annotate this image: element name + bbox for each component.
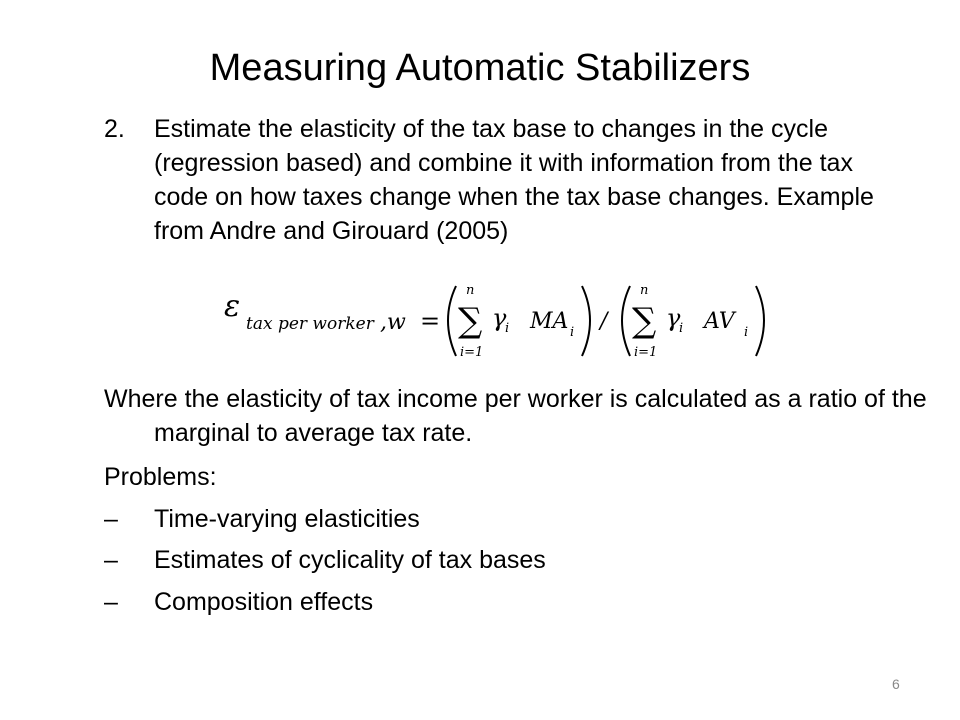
- formula-sum-lower-1: i=1: [460, 345, 484, 360]
- formula-subscript: tax per worker: [246, 314, 374, 334]
- formula-gamma-1: γ: [492, 304, 507, 332]
- formula-right-paren-2: [756, 286, 764, 356]
- bullet-item: [104, 543, 546, 577]
- formula-term-av: AV: [704, 309, 735, 334]
- bullet-item: [104, 585, 373, 619]
- formula-left-paren-2: [622, 286, 630, 356]
- formula-gamma-2: γ: [666, 304, 681, 332]
- numbered-item: [104, 112, 904, 248]
- formula-index-1: i: [570, 325, 575, 340]
- formula-gamma-sub-1: i: [505, 321, 510, 336]
- bullet-dash: –: [104, 588, 118, 616]
- formula-equals: =: [420, 307, 441, 335]
- formula-sum-lower-2: i=1: [634, 345, 658, 360]
- item-number: 2.: [104, 115, 125, 143]
- formula-left-paren-1: [448, 286, 456, 356]
- item-text: Estimate the elasticity of the tax base to changes in the cycle (regression based) and combine it with information from the tax code on how taxes change when the tax base changes. Example from Andre and Girouard (2005): [154, 115, 874, 245]
- elasticity-formula: [220, 280, 780, 360]
- problems-label: Problems:: [104, 463, 217, 491]
- bullet-item: [104, 502, 420, 536]
- formula-term-ma: MA: [530, 309, 569, 334]
- bullet-dash: –: [104, 505, 118, 533]
- formula-index-2: i: [744, 325, 749, 340]
- bullet-dash: –: [104, 546, 118, 574]
- page-number: 6: [892, 676, 900, 692]
- formula-sigma-1: ∑: [458, 301, 483, 341]
- formula-comma-w: ,w: [380, 310, 406, 335]
- formula-sigma-2: ∑: [632, 301, 657, 341]
- body-paragraph: Where the elasticity of tax income per worker is calculated as a ratio of the marginal to average tax rate.: [104, 385, 927, 447]
- formula-gamma-sub-2: i: [679, 321, 684, 336]
- formula-right-paren-1: [582, 286, 590, 356]
- bullet-text: Time-varying elasticities: [154, 505, 420, 533]
- formula-divide: /: [600, 309, 608, 334]
- bullet-text: Estimates of cyclicality of tax bases: [154, 546, 546, 574]
- formula-epsilon: ε: [224, 289, 241, 324]
- bullet-text: Composition effects: [154, 588, 374, 616]
- slide-title: Measuring Automatic Stabilizers: [209, 47, 751, 89]
- formula-sum-upper-1: n: [466, 283, 475, 298]
- formula-sum-upper-2: n: [640, 283, 649, 298]
